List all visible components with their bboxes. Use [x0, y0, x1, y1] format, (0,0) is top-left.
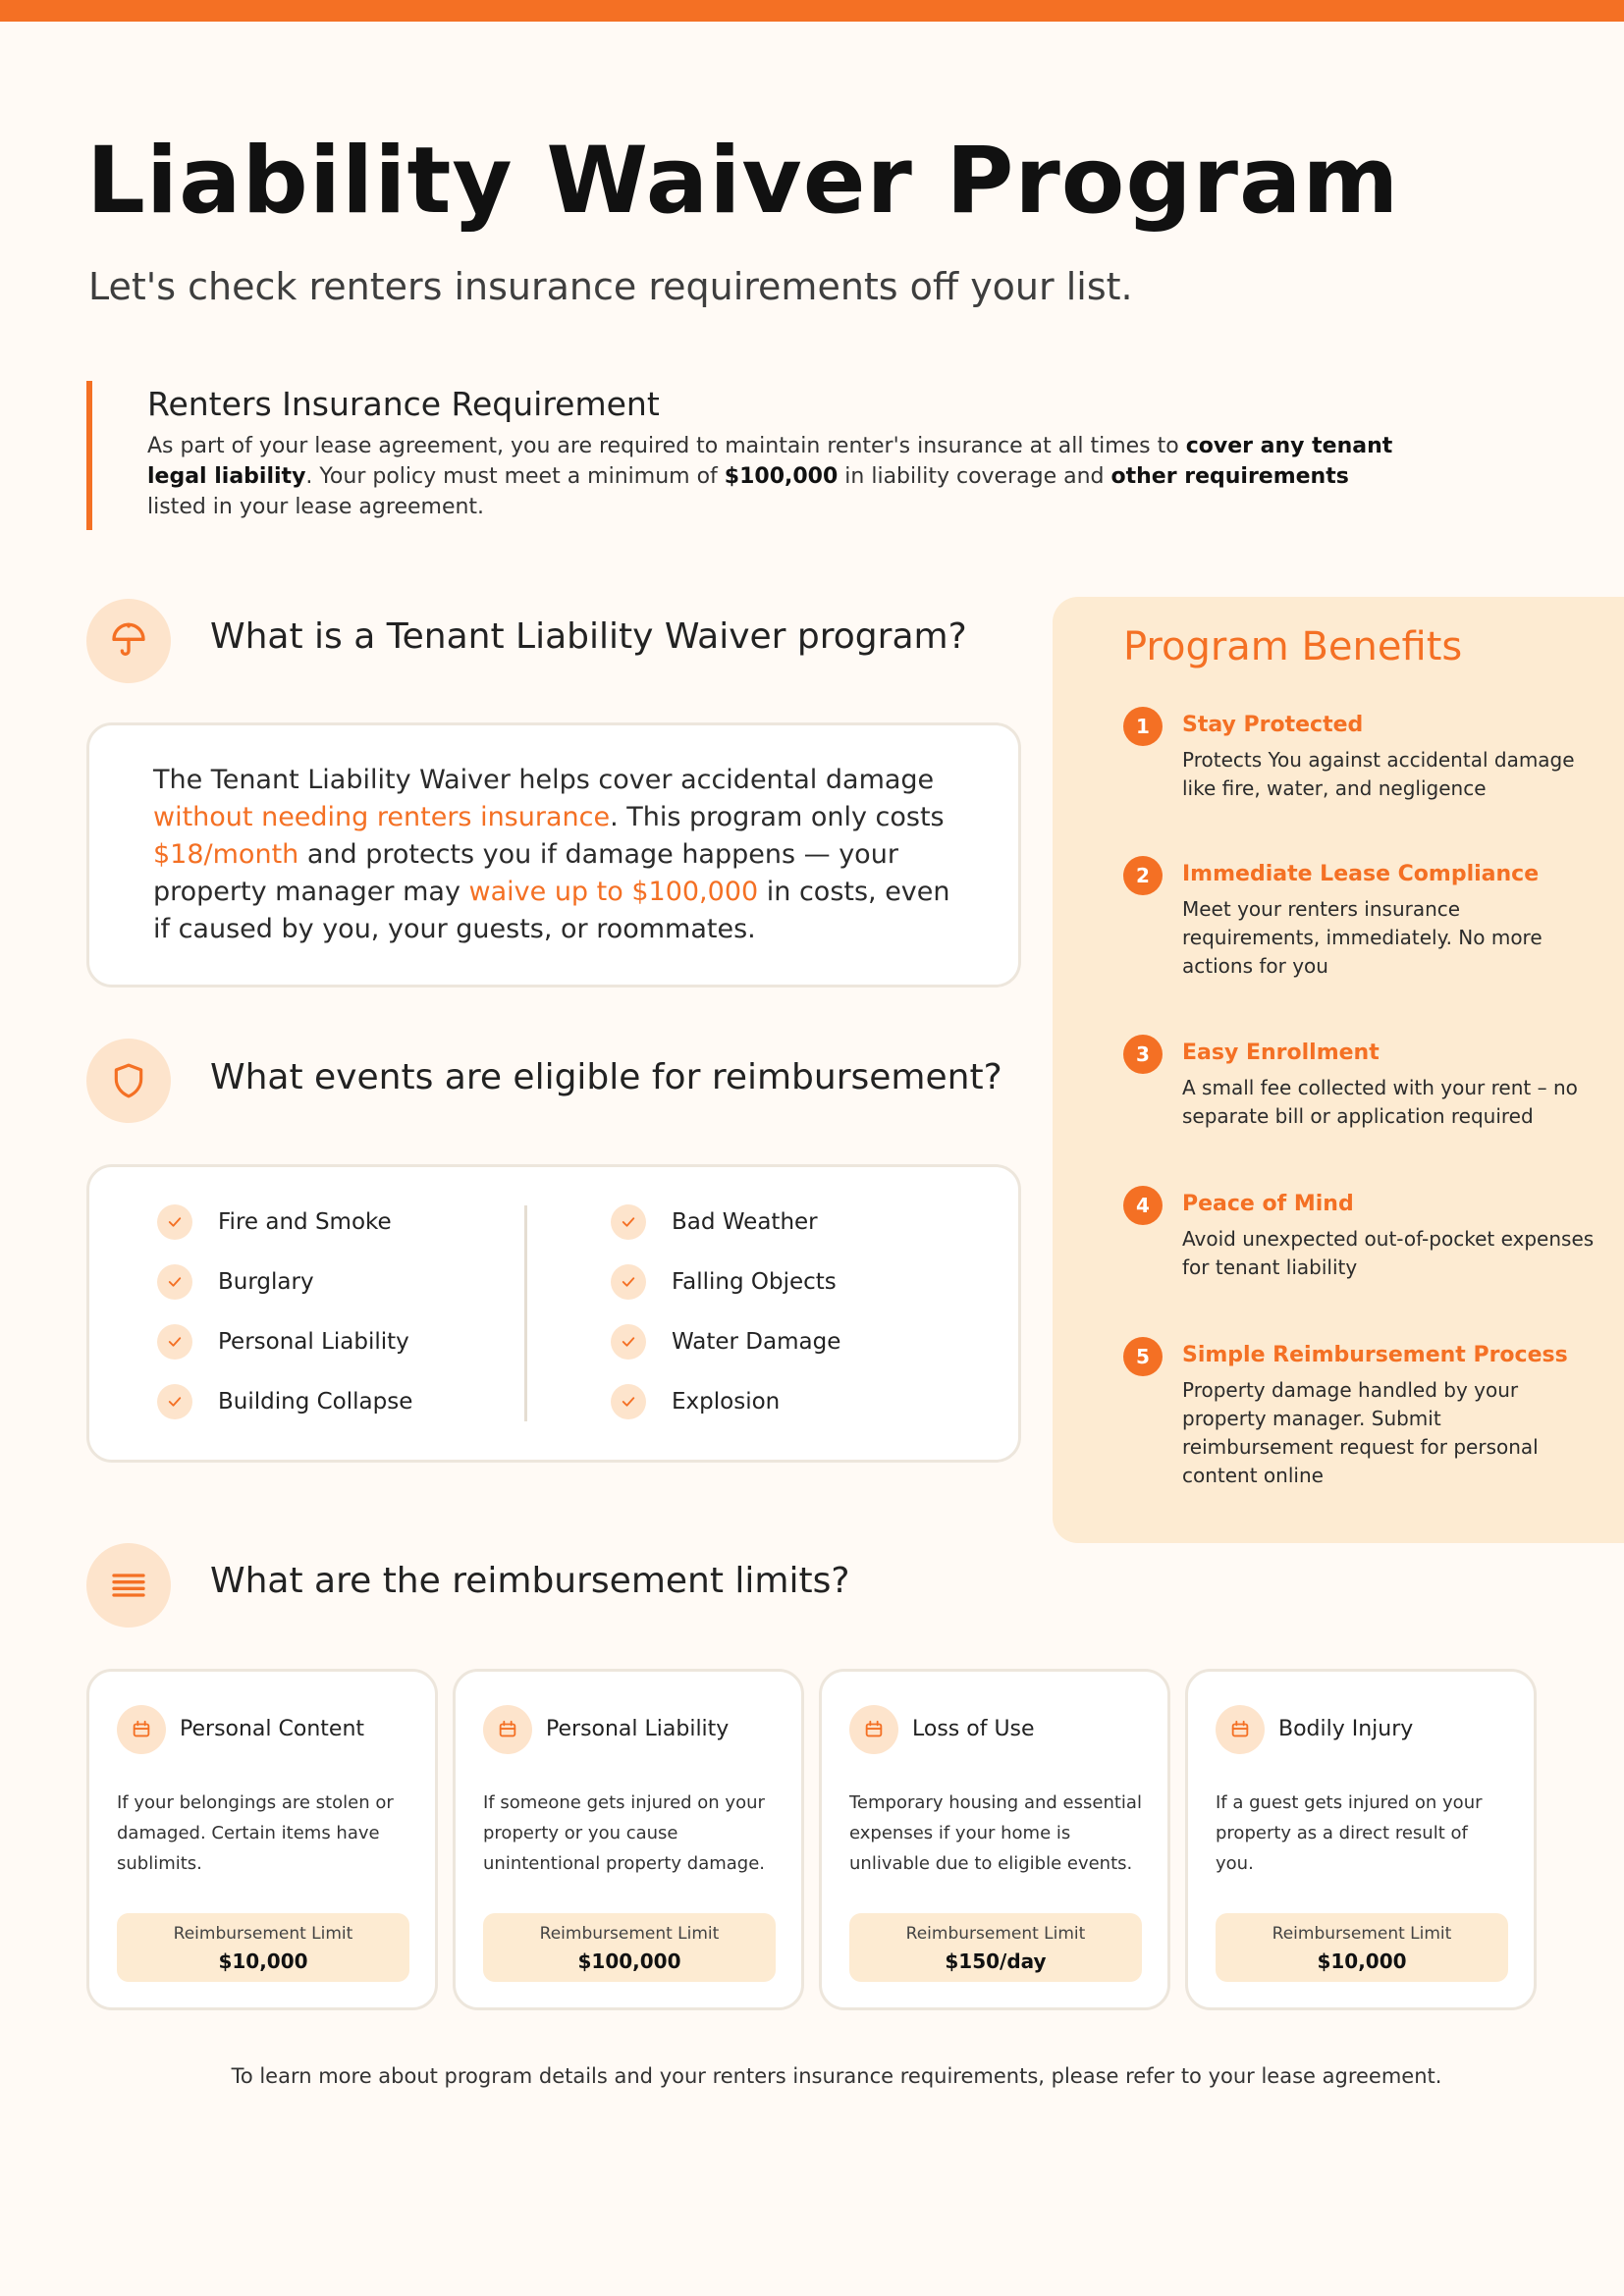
limit-value: $150/day [945, 1949, 1047, 1973]
calendar-icon [117, 1705, 166, 1754]
limit-card-title: Bodily Injury [1278, 1717, 1414, 1741]
page-title: Liability Waiver Program [86, 128, 1400, 235]
requirement-bold-part: $100,000 [724, 464, 839, 489]
requirement-title: Renters Insurance Requirement [147, 385, 660, 423]
intro-highlight: waive up to $100,000 [468, 877, 759, 907]
section-heading-events: What events are eligible for reimbursement? [210, 1057, 1002, 1097]
requirement-bold-part: cover any tenant legal liability [147, 434, 1393, 489]
calendar-icon [849, 1705, 898, 1754]
benefit-number: 5 [1123, 1337, 1163, 1376]
limit-card-title: Personal Liability [546, 1717, 730, 1741]
check-icon [611, 1264, 646, 1300]
limit-card-text: Temporary housing and essential expenses if your home is unlivable due to eligible events. [849, 1792, 1142, 1874]
check-icon [611, 1384, 646, 1419]
limit-label: Reimbursement Limit [905, 1924, 1086, 1944]
intro-text-part: . This program only costs [610, 802, 945, 832]
intro-text-part: The Tenant Liability Waiver helps cover accidental damage [153, 765, 935, 795]
limit-value-box [483, 1913, 776, 1982]
list-item [157, 1192, 550, 1252]
page-subtitle: Let's check renters insurance requirements off your list. [88, 265, 1133, 308]
requirement-text [147, 431, 1394, 522]
limit-card-personal-liability [453, 1669, 804, 2010]
limit-card-text: If a guest gets injured on your property as a direct result of you. [1216, 1792, 1483, 1874]
top-accent-bar [0, 0, 1624, 22]
requirement-text-part: listed in your lease agreement. [147, 495, 485, 519]
footer-note: To learn more about program details and your renters insurance requirements, please refer to your lease agreement. [231, 2064, 1442, 2088]
check-icon [157, 1384, 192, 1419]
limit-card-title: Loss of Use [912, 1717, 1035, 1741]
calendar-icon [1216, 1705, 1265, 1754]
benefit-title: Peace of Mind [1182, 1192, 1354, 1216]
list-item [157, 1311, 550, 1371]
list-item [611, 1252, 1003, 1311]
intro-highlight: without needing renters insurance [153, 802, 611, 832]
calendar-icon [483, 1705, 532, 1754]
benefit-number: 4 [1123, 1186, 1163, 1225]
benefit-text: Protects You against accidental damage like fire, water, and negligence [1182, 748, 1575, 800]
events-list-left [157, 1192, 550, 1431]
event-label: Bad Weather [672, 1208, 818, 1235]
benefits-title: Program Benefits [1123, 624, 1463, 669]
intro-text-part: and protects you if damage happens — your property manager may [153, 839, 898, 907]
benefit-text: A small fee collected with your rent – no separate bill or application required [1182, 1076, 1578, 1128]
check-icon [157, 1204, 192, 1240]
event-label: Building Collapse [218, 1388, 413, 1415]
requirement-bold-part: other requirements [1110, 464, 1349, 489]
column-divider [524, 1205, 527, 1421]
benefit-text: Meet your renters insurance requirements, immediately. No more actions for you [1182, 897, 1543, 978]
intro-text-part: in costs, even if caused by you, your guests, or roommates. [153, 877, 950, 944]
limit-value-box [117, 1913, 409, 1982]
list-item [611, 1371, 1003, 1431]
limit-value-box [1216, 1913, 1508, 1982]
benefit-title: Easy Enrollment [1182, 1041, 1380, 1065]
check-icon [157, 1264, 192, 1300]
event-label: Explosion [672, 1388, 781, 1415]
benefit-text: Avoid unexpected out-of-pocket expenses for tenant liability [1182, 1227, 1595, 1279]
limit-card-loss-of-use [819, 1669, 1170, 2010]
event-label: Fire and Smoke [218, 1208, 392, 1235]
umbrella-icon [86, 599, 171, 683]
list-icon [86, 1543, 171, 1628]
limit-value: $10,000 [1317, 1949, 1407, 1973]
limit-card-text: If your belongings are stolen or damaged. Certain items have sublimits. [117, 1792, 394, 1874]
check-icon [611, 1204, 646, 1240]
benefit-text: Property damage handled by your property manager. Submit reimbursement request for personal content online [1182, 1378, 1539, 1487]
program-benefits-panel [1053, 597, 1624, 1543]
limit-label: Reimbursement Limit [539, 1924, 720, 1944]
limit-value-box [849, 1913, 1142, 1982]
events-list-right [611, 1192, 1003, 1431]
benefit-number: 3 [1123, 1035, 1163, 1074]
limit-value: $10,000 [218, 1949, 308, 1973]
intro-text [153, 762, 968, 948]
section-heading-limits: What are the reimbursement limits? [210, 1561, 850, 1601]
limit-card-title: Personal Content [180, 1717, 365, 1741]
limit-value: $100,000 [577, 1949, 681, 1973]
check-icon [157, 1324, 192, 1360]
event-label: Falling Objects [672, 1268, 837, 1295]
requirement-text-part: As part of your lease agreement, you are required to maintain renter's insurance at all times to [147, 434, 1186, 458]
event-label: Water Damage [672, 1328, 841, 1355]
benefit-number: 1 [1123, 707, 1163, 746]
benefit-number: 2 [1123, 856, 1163, 895]
requirement-callout [86, 381, 1402, 530]
limit-label: Reimbursement Limit [173, 1924, 353, 1944]
list-item [157, 1371, 550, 1431]
shield-icon [86, 1039, 171, 1123]
benefit-title: Immediate Lease Compliance [1182, 862, 1540, 886]
list-item [611, 1192, 1003, 1252]
limit-label: Reimbursement Limit [1272, 1924, 1452, 1944]
list-item [157, 1252, 550, 1311]
section-heading-waiver: What is a Tenant Liability Waiver program? [210, 616, 967, 657]
list-item [611, 1311, 1003, 1371]
benefit-title: Simple Reimbursement Process [1182, 1343, 1568, 1367]
requirement-text-part: . Your policy must meet a minimum of [305, 464, 725, 489]
check-icon [611, 1324, 646, 1360]
limit-card-text: If someone gets injured on your property or you cause unintentional property damage. [483, 1792, 766, 1874]
event-label: Personal Liability [218, 1328, 409, 1355]
event-label: Burglary [218, 1268, 314, 1295]
limit-card-bodily-injury [1185, 1669, 1537, 2010]
benefit-title: Stay Protected [1182, 713, 1364, 737]
intro-highlight: $18/month [153, 839, 299, 870]
requirement-text-part: in liability coverage and [838, 464, 1111, 489]
limit-card-personal-content [86, 1669, 438, 2010]
